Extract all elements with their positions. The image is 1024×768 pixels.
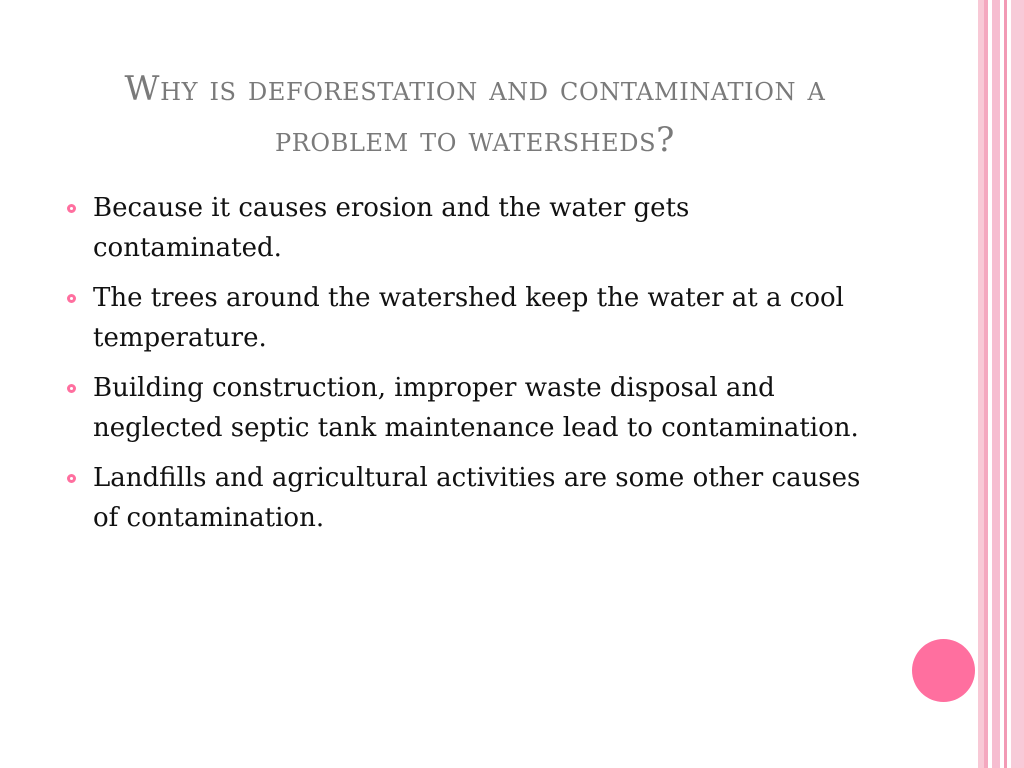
slide-title: Why is deforestation and contamination a problem to watersheds? (124, 69, 826, 160)
bullet-ring-icon (67, 474, 76, 483)
decorative-circle (912, 639, 975, 702)
bullet-item (67, 458, 877, 538)
bullet-item (67, 278, 877, 358)
bullet-text: The trees around the watershed keep the water at a cool temperature. (93, 283, 844, 353)
bullet-list (67, 188, 877, 548)
bullet-text: Building construction, improper waste disposal and neglected septic tank maintenance lead to contamination. (93, 373, 859, 443)
decorative-stripe (1004, 0, 1007, 768)
decorative-stripe (984, 0, 988, 768)
bullet-ring-icon (67, 204, 76, 213)
bullet-ring-icon (67, 294, 76, 303)
bullet-ring-icon (67, 384, 76, 393)
bullet-text: Landfills and agricultural activities are some other causes of contamination. (93, 463, 861, 533)
bullet-text: Because it causes erosion and the water gets contaminated. (93, 193, 690, 263)
bullet-item (67, 368, 877, 448)
decorative-stripe (1011, 0, 1024, 768)
decorative-stripe (992, 0, 1000, 768)
bullet-item (67, 188, 877, 268)
